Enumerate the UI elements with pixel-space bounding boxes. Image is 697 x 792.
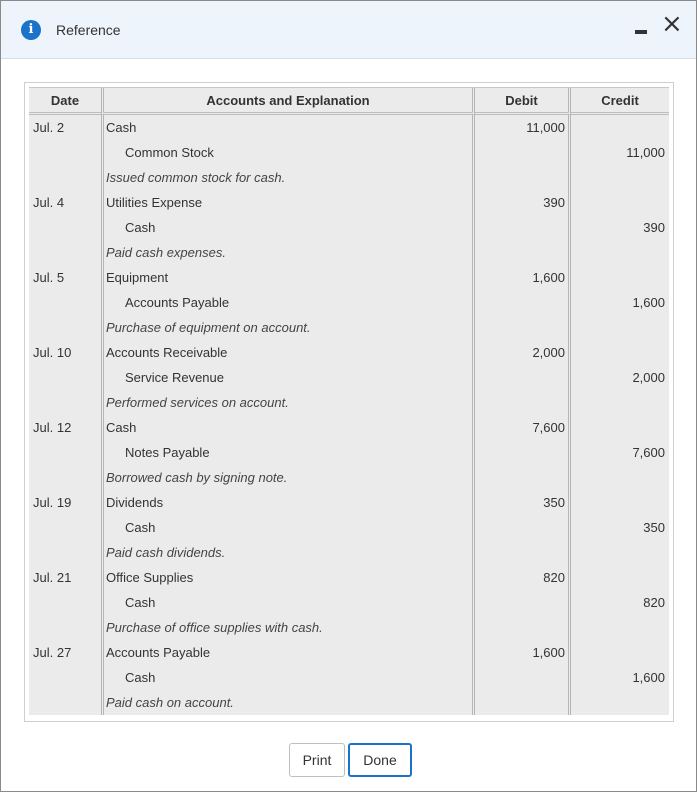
entry-date: Jul. 4 [29,190,101,215]
entry-explanation: Paid cash dividends. [101,540,475,565]
entry-date: Jul. 27 [29,640,101,665]
credit-amount: 820 [571,590,669,615]
date-empty [29,690,101,715]
date-empty [29,215,101,240]
header-debit: Debit [475,87,571,115]
credit-account: Cash [101,590,475,615]
debit-amount-empty [475,140,571,165]
table-row [29,340,669,365]
credit-amount-empty [571,115,669,140]
dialog-title: Reference [56,22,121,38]
debit-amount-empty [475,690,571,715]
table-row [29,515,669,540]
debit-account: Dividends [101,490,475,515]
debit-amount: 820 [475,565,571,590]
table-row [29,615,669,640]
debit-account: Office Supplies [101,565,475,590]
table-header-row [29,87,669,115]
credit-amount-empty [571,465,669,490]
debit-amount-empty [475,540,571,565]
date-empty [29,540,101,565]
entry-explanation: Issued common stock for cash. [101,165,475,190]
debit-amount: 11,000 [475,115,571,140]
table-row [29,215,669,240]
credit-account: Service Revenue [101,365,475,390]
entry-date: Jul. 10 [29,340,101,365]
credit-amount-empty [571,390,669,415]
table-row [29,190,669,215]
debit-amount-empty [475,290,571,315]
table-row [29,240,669,265]
credit-account: Notes Payable [101,440,475,465]
print-button[interactable]: Print [289,743,345,777]
table-row [29,440,669,465]
header-accounts: Accounts and Explanation [101,87,475,115]
credit-account: Cash [101,515,475,540]
debit-amount-empty [475,315,571,340]
credit-amount-empty [571,265,669,290]
table-row [29,590,669,615]
table-row [29,265,669,290]
dialog-header [1,1,696,59]
entry-explanation: Paid cash on account. [101,690,475,715]
debit-amount: 1,600 [475,265,571,290]
minimize-icon[interactable] [635,30,647,34]
debit-amount-empty [475,615,571,640]
table-row [29,290,669,315]
date-empty [29,390,101,415]
table-row [29,540,669,565]
debit-account: Utilities Expense [101,190,475,215]
entry-date: Jul. 2 [29,115,101,140]
debit-amount-empty [475,665,571,690]
credit-amount-empty [571,415,669,440]
credit-account: Cash [101,215,475,240]
info-icon: i [21,20,41,40]
table-row [29,315,669,340]
date-empty [29,240,101,265]
credit-amount: 11,000 [571,140,669,165]
debit-amount-empty [475,440,571,465]
credit-amount-empty [571,240,669,265]
date-empty [29,615,101,640]
debit-amount-empty [475,390,571,415]
debit-amount-empty [475,365,571,390]
table-row [29,415,669,440]
table-row [29,165,669,190]
credit-amount: 1,600 [571,665,669,690]
entry-date: Jul. 12 [29,415,101,440]
debit-amount: 1,600 [475,640,571,665]
table-row [29,465,669,490]
entry-date: Jul. 19 [29,490,101,515]
credit-amount: 2,000 [571,365,669,390]
date-empty [29,140,101,165]
table-row [29,490,669,515]
date-empty [29,465,101,490]
entry-explanation: Borrowed cash by signing note. [101,465,475,490]
date-empty [29,315,101,340]
debit-account: Accounts Payable [101,640,475,665]
journal-table [29,87,669,715]
debit-amount-empty [475,465,571,490]
credit-amount: 1,600 [571,290,669,315]
table-row [29,140,669,165]
debit-amount-empty [475,215,571,240]
credit-account: Accounts Payable [101,290,475,315]
date-empty [29,665,101,690]
journal-table-container [24,82,674,722]
close-icon[interactable]: × [661,9,683,39]
debit-amount: 2,000 [475,340,571,365]
date-empty [29,440,101,465]
credit-account: Common Stock [101,140,475,165]
debit-account: Cash [101,415,475,440]
entry-explanation: Performed services on account. [101,390,475,415]
debit-account: Equipment [101,265,475,290]
debit-amount: 390 [475,190,571,215]
table-row [29,115,669,140]
credit-amount: 350 [571,515,669,540]
debit-amount: 350 [475,490,571,515]
credit-amount: 7,600 [571,440,669,465]
debit-amount-empty [475,515,571,540]
table-row [29,690,669,715]
credit-amount-empty [571,565,669,590]
credit-amount-empty [571,490,669,515]
done-button[interactable]: Done [348,743,412,777]
credit-amount-empty [571,690,669,715]
table-row [29,665,669,690]
credit-amount: 390 [571,215,669,240]
date-empty [29,165,101,190]
credit-amount-empty [571,190,669,215]
credit-amount-empty [571,540,669,565]
credit-amount-empty [571,340,669,365]
entry-explanation: Paid cash expenses. [101,240,475,265]
entry-date: Jul. 21 [29,565,101,590]
debit-account: Accounts Receivable [101,340,475,365]
table-row [29,640,669,665]
credit-account: Cash [101,665,475,690]
entry-explanation: Purchase of office supplies with cash. [101,615,475,640]
table-row [29,365,669,390]
header-date: Date [29,87,101,115]
date-empty [29,290,101,315]
debit-account: Cash [101,115,475,140]
date-empty [29,365,101,390]
debit-amount-empty [475,590,571,615]
table-row [29,565,669,590]
date-empty [29,515,101,540]
debit-amount-empty [475,165,571,190]
table-row [29,390,669,415]
entry-explanation: Purchase of equipment on account. [101,315,475,340]
date-empty [29,590,101,615]
entry-date: Jul. 5 [29,265,101,290]
credit-amount-empty [571,165,669,190]
header-credit: Credit [571,87,669,115]
credit-amount-empty [571,640,669,665]
credit-amount-empty [571,615,669,640]
debit-amount-empty [475,240,571,265]
debit-amount: 7,600 [475,415,571,440]
credit-amount-empty [571,315,669,340]
